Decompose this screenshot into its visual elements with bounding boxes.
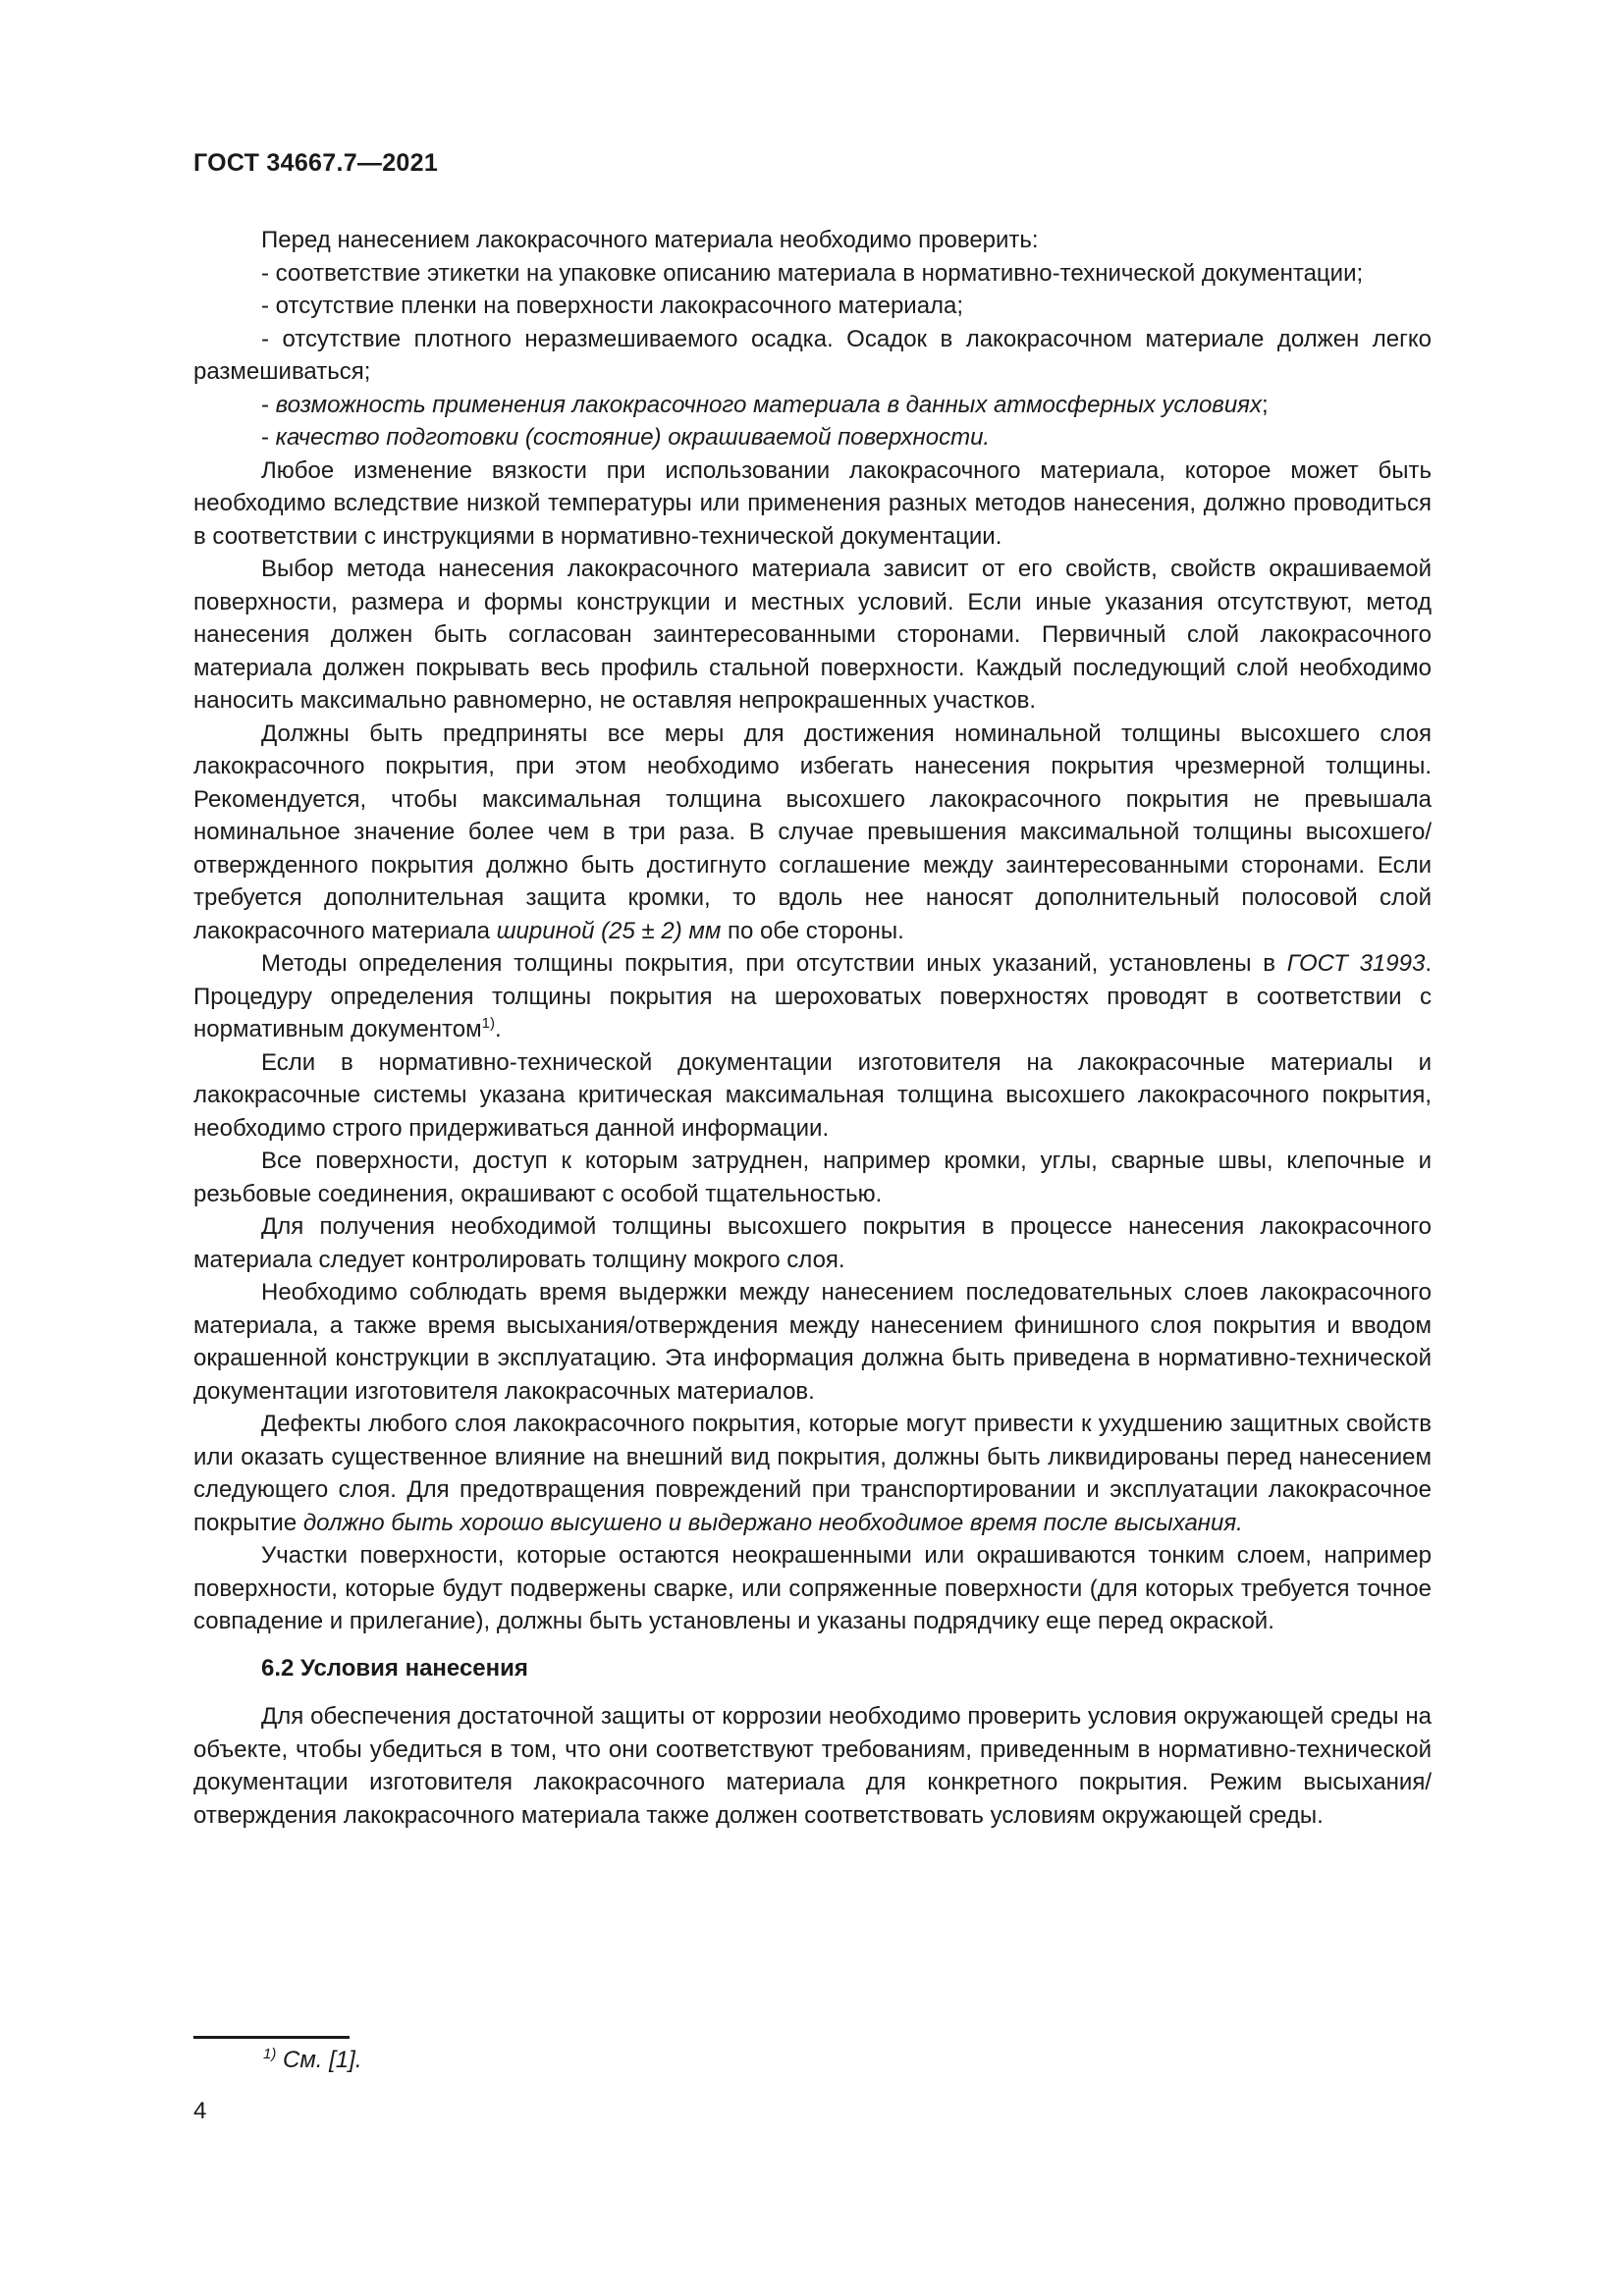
paragraph-unpainted-areas: Участки поверхности, которые остаются неокрашенными или окрашиваются тонким слоем, например поверхности, которые будут подвержены сварке, или сопряженные поверхности (для которых требуется точное совпадение и прилегание), должны быть установлены и указаны подрядчику еще перед окраской.: [193, 1542, 1432, 1634]
paragraph-critical-thickness: Если в нормативно-технической документации изготовителя на лакокрасочные материалы и лакокрасочные системы указана критическая максимальная толщина высохшего лакокрасочного покрытия, необходимо строго придерживаться данной информации.: [193, 1048, 1432, 1142]
italic-text: качество подготовки (состояние) окрашиваемой поверхности.: [275, 424, 991, 451]
page-number: 4: [193, 2098, 207, 2124]
page-header-standard-code: ГОСТ 34667.7—2021: [193, 149, 439, 177]
punctuation: .: [494, 1016, 502, 1042]
footnote-reference: 1): [481, 1015, 495, 1032]
footnote-text: См. [1].: [276, 2047, 362, 2073]
paragraph-wet-layer: Для получения необходимой толщины высохшего покрытия в процессе нанесения лакокрасочного материала следует контролировать толщину мокрого слоя.: [193, 1213, 1432, 1273]
paragraph-thickness: [193, 718, 1432, 948]
standard-reference: ГОСТ 31993: [1286, 950, 1426, 977]
body-text: [193, 224, 1432, 1832]
italic-text: должно быть хорошо высушено и выдержано необходимое время после высыхания.: [302, 1509, 1243, 1536]
paragraph-method-choice: Выбор метода нанесения лакокрасочного материала зависит от его свойств, свойств окрашиваемой поверхности, размера и формы конструкции и местных условий. Если иные указания отсутствуют, метод нанесения должен быть согласован заинтересованными сторонами. Первичный слой лакокрасочного материала должен покрывать весь профиль стальной поверхности. Каждый последующий слой необходимо наносить максимально равномерно, не оставляя непрокрашенных участков.: [193, 556, 1432, 714]
paragraph-curing-time: Необходимо соблюдать время выдержки между нанесением последовательных слоев лакокрасочного материала, а также время высыхания/отверждения между нанесением финишного слоя покрытия и вводом окрашенной конструкции в эксплуатацию. Эта информация должна быть приведена в нормативно-технической документации изготовителя лакокрасочных материалов.: [193, 1279, 1432, 1405]
list-item-film-check: - отсутствие пленки на поверхности лакокрасочного материала;: [261, 293, 964, 319]
footnote-separator: [193, 2036, 350, 2039]
paragraph-environment: Для обеспечения достаточной защиты от коррозии необходимо проверить условия окружающей среды на объекте, чтобы убедиться в том, что они соответствуют требованиям, приведенным в нормативно-технической документации изготовителя лакокрасочного материала для конкретного покрытия. Режим высыхания/отверждения лакокрасочного материала также должен соответствовать условиям окружающей среды.: [193, 1703, 1432, 1829]
paragraph-defects: [193, 1408, 1432, 1539]
italic-text: возможность применения лакокрасочного материала в данных атмосферных условиях: [275, 391, 1262, 418]
list-item-surface-check: [193, 421, 1432, 454]
punctuation: ;: [1262, 391, 1269, 418]
text-run: Методы определения толщины покрытия, при отсутствии иных указаний, установлены в: [261, 950, 1287, 977]
list-item-atmospheric-check: [193, 389, 1432, 422]
text-run: Должны быть предприняты все меры для достижения номинальной толщины высохшего слоя лакокрасочного покрытия, при этом необходимо избегать нанесения покрытия чрезмерной толщины. Рекомендуется, чтобы максимальная толщина высохшего лакокрасочного покрытия не превышала номинальное значение более чем в три раза. В случае превышения максимальной толщины высохшего/отвержденного покрытия должно быть достигнуто соглашение между заинтересованными сторонами. Если требуется дополнительная защита кромки, то вдоль нее наносят дополнительный полосовой слой лакокрасочного материала: [193, 720, 1432, 944]
list-dash: -: [261, 424, 276, 451]
paragraph-intro: Перед нанесением лакокрасочного материала необходимо проверить:: [261, 227, 1039, 253]
list-item-sediment-check: - отсутствие плотного неразмешиваемого осадка. Осадок в лакокрасочном материале должен легко размешиваться;: [193, 325, 1432, 385]
text-run: Дефекты любого слоя лакокрасочного покрытия, которые могут привести к ухудшению защитных свойств или оказать существенное влияние на внешний вид покрытия, должны быть ликвидированы перед нанесением следующего слоя. Для предотвращения повреждений при транспортировании и эксплуатации лакокрасочное покрытие: [193, 1411, 1432, 1536]
footnote: [263, 2047, 361, 2074]
footnote-mark: 1): [263, 2046, 277, 2062]
paragraph-measurement-methods: [193, 947, 1432, 1046]
text-run: по обе стороны.: [721, 917, 904, 944]
list-dash: -: [261, 391, 276, 418]
paragraph-viscosity: Любое изменение вязкости при использовании лакокрасочного материала, которое может быть необходимо вследствие низкой температуры или применения разных методов нанесения, должно проводиться в соответствии с инструкциями в нормативно-технической документации.: [193, 456, 1432, 550]
paragraph-hard-access: Все поверхности, доступ к которым затруднен, например кромки, углы, сварные швы, клепочные и резьбовые соединения, окрашивают с особой тщательностью.: [193, 1148, 1432, 1207]
list-item-label-check: - соответствие этикетки на упаковке описанию материала в нормативно-технической документации;: [261, 259, 1364, 287]
section-heading: 6.2 Условия нанесения: [261, 1654, 528, 1682]
italic-text: шириной (25 ± 2) мм: [496, 917, 722, 944]
text-run: . Процедуру определения толщины покрытия на шероховатых поверхностях проводят в соответствии с нормативным документом: [193, 950, 1432, 1042]
